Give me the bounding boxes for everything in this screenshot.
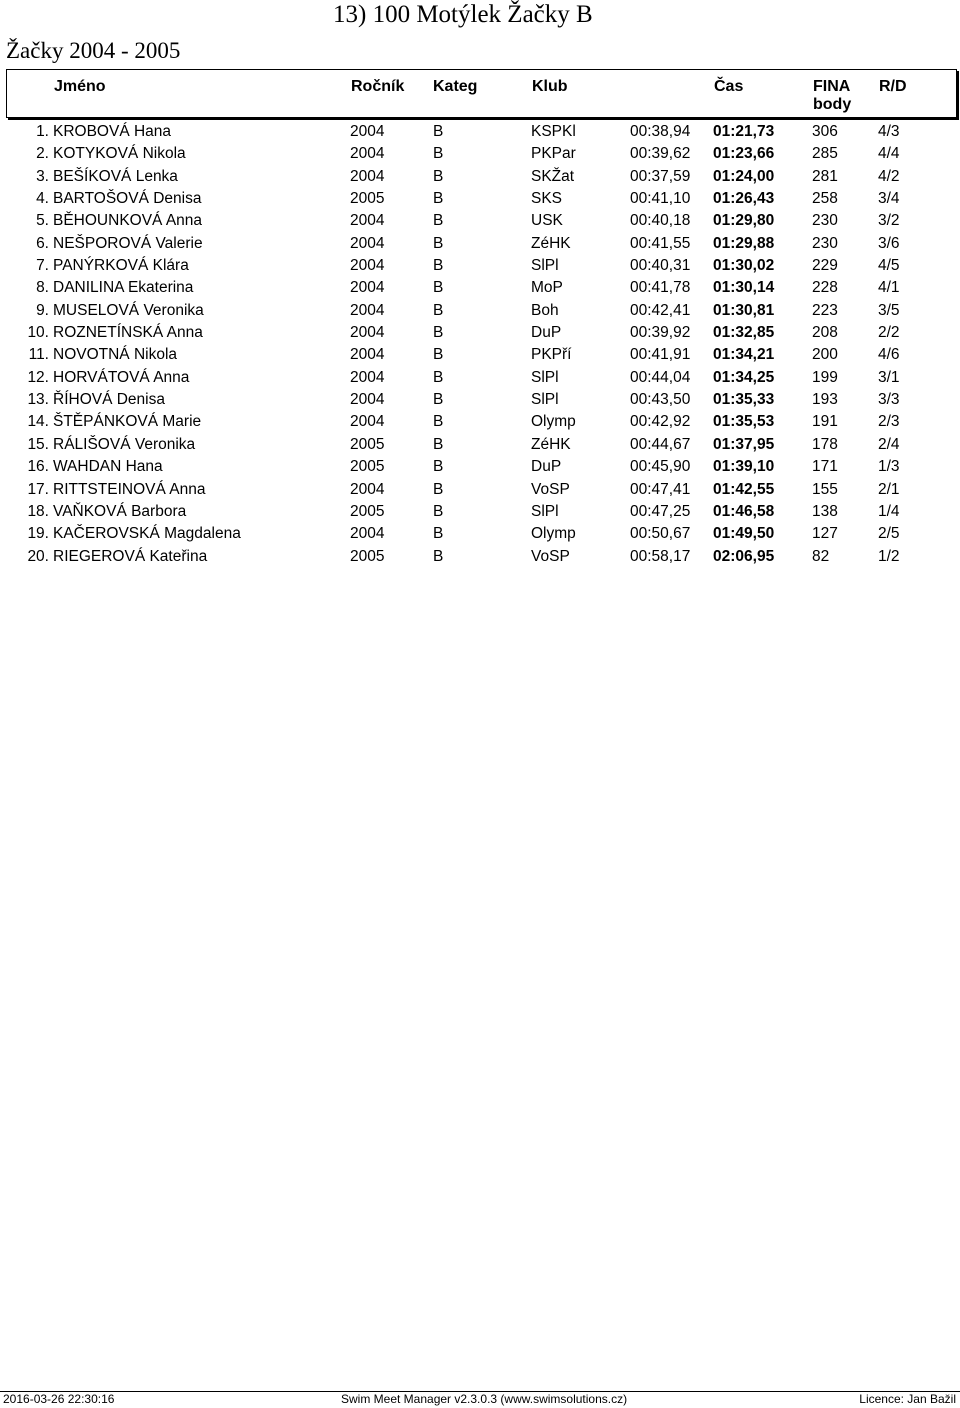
result-year: 2005 <box>350 190 385 208</box>
result-rank: 4. <box>36 190 49 208</box>
result-club: MoP <box>531 279 563 297</box>
result-heat-lane: 4/2 <box>878 167 900 185</box>
result-final-time: 01:30,14 <box>713 279 775 297</box>
result-heat-lane: 3/4 <box>878 190 900 208</box>
result-club: ZéHK <box>531 435 571 453</box>
result-year: 2004 <box>350 346 385 364</box>
result-rank: 17. <box>27 480 49 498</box>
result-club: SKS <box>531 190 563 208</box>
result-final-time: 01:34,25 <box>713 368 775 386</box>
result-rank: 3. <box>36 167 49 185</box>
result-club: Olymp <box>531 413 576 431</box>
result-club: USK <box>531 212 563 230</box>
result-year: 2004 <box>350 391 385 409</box>
result-heat-lane: 2/3 <box>878 413 900 431</box>
table-row <box>0 456 960 478</box>
result-category: B <box>433 435 444 453</box>
result-name: BEŠÍKOVÁ Lenka <box>53 167 178 185</box>
table-row <box>0 233 960 255</box>
result-rank: 9. <box>36 301 49 319</box>
result-category: B <box>433 458 444 476</box>
result-club: VoSP <box>531 480 570 498</box>
result-year: 2004 <box>350 123 385 140</box>
result-heat-lane: 3/3 <box>878 391 900 409</box>
result-heat-lane: 4/4 <box>878 145 900 163</box>
result-fina-points: 230 <box>812 234 838 252</box>
result-final-time: 01:35,53 <box>713 413 775 431</box>
result-year: 2005 <box>350 547 385 565</box>
result-name: ŠTĚPÁNKOVÁ Marie <box>53 413 202 431</box>
result-final-time: 01:34,21 <box>713 346 775 364</box>
result-rank: 19. <box>27 525 49 543</box>
header-name: Jméno <box>54 78 106 95</box>
footer-timestamp: 2016-03-26 22:30:16 <box>3 1392 115 1406</box>
result-split-time: 00:40,18 <box>630 212 691 230</box>
result-club: SlPl <box>531 502 559 520</box>
result-name: NOVOTNÁ Nikola <box>53 346 178 364</box>
result-heat-lane: 3/1 <box>878 368 900 386</box>
result-year: 2005 <box>350 502 385 520</box>
result-split-time: 00:47,41 <box>630 480 691 498</box>
result-split-time: 00:44,67 <box>630 435 691 453</box>
result-heat-lane: 3/2 <box>878 212 900 230</box>
result-name: BARTOŠOVÁ Denisa <box>53 190 202 208</box>
result-name: RITTSTEINOVÁ Anna <box>53 480 206 498</box>
table-row <box>0 277 960 299</box>
result-fina-points: 258 <box>812 190 838 208</box>
result-fina-points: 281 <box>812 167 838 185</box>
result-rank: 5. <box>36 212 49 230</box>
result-final-time: 01:24,00 <box>713 167 775 185</box>
result-name: NEŠPOROVÁ Valerie <box>53 234 203 252</box>
result-name: WAHDAN Hana <box>53 458 163 476</box>
result-name: KOTYKOVÁ Nikola <box>53 145 186 163</box>
result-heat-lane: 2/1 <box>878 480 900 498</box>
result-club: Olymp <box>531 525 576 543</box>
result-year: 2004 <box>350 212 385 230</box>
result-fina-points: 223 <box>812 301 838 319</box>
result-rank: 6. <box>36 234 49 252</box>
table-row <box>0 546 960 568</box>
result-split-time: 00:42,41 <box>630 301 691 319</box>
result-name: DANILINA Ekaterina <box>53 279 194 297</box>
result-final-time: 02:06,95 <box>713 547 775 565</box>
results-table <box>0 121 960 568</box>
result-category: B <box>433 301 444 319</box>
table-row <box>0 479 960 501</box>
result-name: PANÝRKOVÁ Klára <box>53 257 189 275</box>
result-final-time: 01:23,66 <box>713 145 775 163</box>
result-fina-points: 200 <box>812 346 838 364</box>
result-final-time: 01:39,10 <box>713 458 775 476</box>
result-rank: 12. <box>27 368 49 386</box>
result-final-time: 01:29,80 <box>713 212 775 230</box>
result-split-time: 00:41,91 <box>630 346 691 364</box>
result-rank: 11. <box>28 346 49 364</box>
header-fina-line1: FINA <box>813 78 851 95</box>
result-category: B <box>433 190 444 208</box>
result-club: Boh <box>531 301 559 319</box>
result-category: B <box>433 145 444 163</box>
result-split-time: 00:37,59 <box>630 167 691 185</box>
result-heat-lane: 2/5 <box>878 525 900 543</box>
result-club: DuP <box>531 324 562 342</box>
result-rank: 2. <box>36 145 49 163</box>
result-year: 2004 <box>350 368 385 386</box>
table-row <box>0 501 960 523</box>
result-split-time: 00:40,31 <box>630 257 691 275</box>
result-category: B <box>433 212 444 230</box>
result-category: B <box>433 167 444 185</box>
result-category: B <box>433 324 444 342</box>
result-heat-lane: 3/6 <box>878 234 900 252</box>
result-fina-points: 229 <box>812 257 838 275</box>
result-heat-lane: 1/3 <box>878 458 900 476</box>
result-name: MUSELOVÁ Veronika <box>53 301 204 319</box>
result-split-time: 00:45,90 <box>630 458 691 476</box>
result-club: PKPří <box>531 346 572 364</box>
result-category: B <box>433 480 444 498</box>
result-fina-points: 138 <box>812 502 838 520</box>
result-heat-lane: 4/5 <box>878 257 900 275</box>
result-rank: 10. <box>27 324 49 342</box>
footer-software: Swim Meet Manager v2.3.0.3 (www.swimsolutions.cz) <box>341 1392 628 1406</box>
result-rank: 20. <box>27 547 49 565</box>
footer-licence: Licence: Jan Bažil <box>859 1392 956 1406</box>
header-fina-line2: body <box>813 96 852 113</box>
result-final-time: 01:29,88 <box>713 234 775 252</box>
result-rank: 8. <box>36 279 49 297</box>
result-fina-points: 208 <box>812 324 838 342</box>
header-rd: R/D <box>879 78 907 95</box>
result-final-time: 01:21,73 <box>713 123 775 140</box>
result-heat-lane: 3/5 <box>878 301 900 319</box>
table-row <box>0 210 960 232</box>
result-fina-points: 228 <box>812 279 838 297</box>
result-club: KSPKl <box>531 123 576 140</box>
result-heat-lane: 1/2 <box>878 547 900 565</box>
result-split-time: 00:42,92 <box>630 413 691 431</box>
result-name: KROBOVÁ Hana <box>53 123 172 140</box>
result-fina-points: 178 <box>812 435 838 453</box>
result-fina-points: 285 <box>812 145 838 163</box>
result-rank: 7. <box>36 257 49 275</box>
result-final-time: 01:46,58 <box>713 502 775 520</box>
result-club: ZéHK <box>531 234 571 252</box>
result-split-time: 00:50,67 <box>630 525 691 543</box>
result-rank: 13. <box>27 391 49 409</box>
result-final-time: 01:49,50 <box>713 525 775 543</box>
result-year: 2004 <box>350 145 385 163</box>
result-category: B <box>433 413 444 431</box>
result-name: HORVÁTOVÁ Anna <box>53 368 190 386</box>
result-heat-lane: 2/4 <box>878 435 900 453</box>
result-fina-points: 306 <box>812 123 838 140</box>
result-year: 2004 <box>350 324 385 342</box>
result-split-time: 00:58,17 <box>630 547 691 565</box>
result-year: 2004 <box>350 167 385 185</box>
result-split-time: 00:39,62 <box>630 145 691 163</box>
result-club: SlPl <box>531 257 559 275</box>
header-category: Kateg <box>433 78 478 95</box>
table-row <box>0 322 960 344</box>
result-year: 2005 <box>350 458 385 476</box>
result-year: 2004 <box>350 279 385 297</box>
result-heat-lane: 4/6 <box>878 346 900 364</box>
result-fina-points: 171 <box>812 458 838 476</box>
result-category: B <box>433 346 444 364</box>
result-rank: 15. <box>27 435 49 453</box>
result-final-time: 01:32,85 <box>713 324 775 342</box>
result-fina-points: 199 <box>812 368 838 386</box>
result-year: 2005 <box>350 435 385 453</box>
result-final-time: 01:30,02 <box>713 257 775 275</box>
result-category: B <box>433 368 444 386</box>
table-row <box>0 389 960 411</box>
table-row <box>0 143 960 165</box>
header-time: Čas <box>714 78 744 95</box>
table-row <box>0 166 960 188</box>
result-final-time: 01:35,33 <box>713 391 775 409</box>
result-year: 2004 <box>350 413 385 431</box>
result-name: RÁLIŠOVÁ Veronika <box>53 435 196 453</box>
result-split-time: 00:44,04 <box>630 368 691 386</box>
result-category: B <box>433 279 444 297</box>
table-row <box>0 523 960 545</box>
result-final-time: 01:26,43 <box>713 190 775 208</box>
result-year: 2004 <box>350 525 385 543</box>
result-final-time: 01:42,55 <box>713 480 775 498</box>
result-name: BĚHOUNKOVÁ Anna <box>53 212 203 230</box>
result-fina-points: 193 <box>812 391 838 409</box>
result-club: VoSP <box>531 547 570 565</box>
result-club: DuP <box>531 458 562 476</box>
category-title: Žačky 2004 - 2005 <box>6 38 181 63</box>
result-club: SKŽat <box>531 167 575 185</box>
result-category: B <box>433 234 444 252</box>
result-category: B <box>433 257 444 275</box>
result-rank: 16. <box>27 458 49 476</box>
result-category: B <box>433 502 444 520</box>
result-heat-lane: 4/1 <box>878 279 900 297</box>
result-fina-points: 127 <box>812 525 838 543</box>
result-year: 2004 <box>350 234 385 252</box>
result-final-time: 01:37,95 <box>713 435 775 453</box>
result-category: B <box>433 391 444 409</box>
result-heat-lane: 2/2 <box>878 324 900 342</box>
result-name: RIEGEROVÁ Kateřina <box>53 547 208 565</box>
header-year: Ročník <box>351 78 405 95</box>
table-row <box>0 255 960 277</box>
result-split-time: 00:43,50 <box>630 391 691 409</box>
result-year: 2004 <box>350 257 385 275</box>
result-rank: 18. <box>27 502 49 520</box>
result-rank: 14. <box>27 413 49 431</box>
result-heat-lane: 1/4 <box>878 502 900 520</box>
result-club: SlPl <box>531 368 559 386</box>
result-fina-points: 191 <box>812 413 838 431</box>
result-fina-points: 82 <box>812 547 830 565</box>
result-split-time: 00:38,94 <box>630 123 691 140</box>
result-split-time: 00:41,10 <box>630 190 691 208</box>
result-name: VAŇKOVÁ Barbora <box>53 502 187 520</box>
table-row <box>0 344 960 366</box>
result-year: 2004 <box>350 480 385 498</box>
result-split-time: 00:41,78 <box>630 279 691 297</box>
result-club: SlPl <box>531 391 559 409</box>
table-row <box>0 411 960 433</box>
result-split-time: 00:41,55 <box>630 234 691 252</box>
result-final-time: 01:30,81 <box>713 301 775 319</box>
result-split-time: 00:47,25 <box>630 502 691 520</box>
table-row <box>0 121 960 143</box>
header-club: Klub <box>532 78 568 95</box>
result-club: PKPar <box>531 145 576 163</box>
result-name: ŘÍHOVÁ Denisa <box>53 391 165 409</box>
table-row <box>0 434 960 456</box>
column-header <box>6 69 957 118</box>
table-row <box>0 188 960 210</box>
event-title: 13) 100 Motýlek Žačky B <box>333 1 593 28</box>
result-year: 2004 <box>350 301 385 319</box>
result-rank: 1. <box>36 123 49 140</box>
table-row <box>0 367 960 389</box>
footer <box>0 1391 960 1406</box>
result-fina-points: 155 <box>812 480 838 498</box>
result-category: B <box>433 547 444 565</box>
table-row <box>0 300 960 322</box>
result-split-time: 00:39,92 <box>630 324 691 342</box>
result-category: B <box>433 525 444 543</box>
result-name: ROZNETÍNSKÁ Anna <box>53 324 203 342</box>
result-name: KAČEROVSKÁ Magdalena <box>53 525 241 543</box>
result-heat-lane: 4/3 <box>878 123 900 140</box>
result-fina-points: 230 <box>812 212 838 230</box>
result-category: B <box>433 123 444 140</box>
